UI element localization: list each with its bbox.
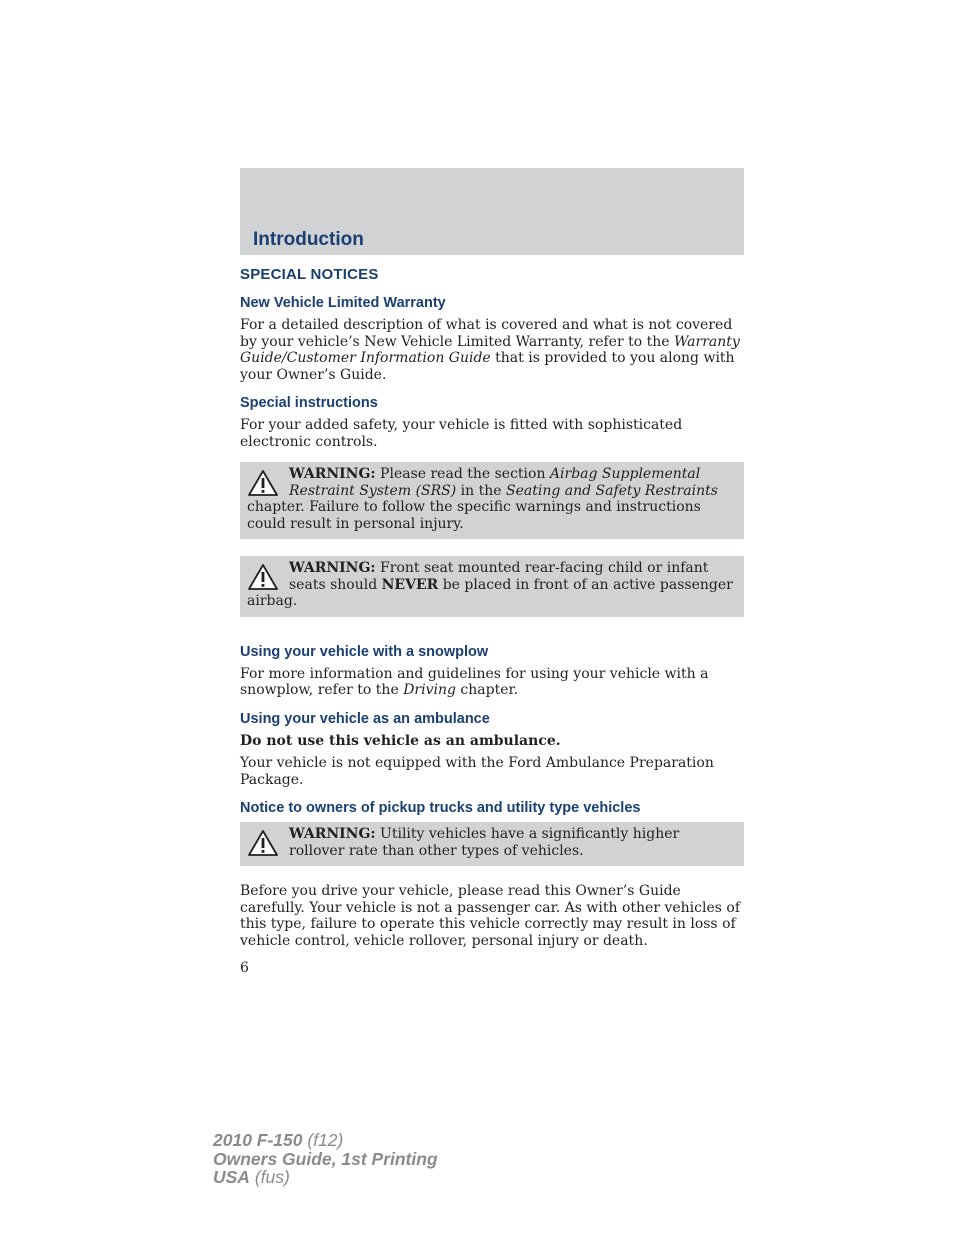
footer-print-info: [213, 1131, 438, 1187]
ambulance-heading: Using your vehicle as an ambulance: [240, 710, 490, 727]
warning-triangle-icon: [247, 563, 279, 591]
pickup-heading: Notice to owners of pickup trucks and utility type vehicles: [240, 800, 641, 816]
closing-paragraph: Before you drive your vehicle, please read this Owner’s Guide carefully. Your vehicle is not a passenger car. As with other vehicles of this type, failure to operate this vehicle correctly may result in loss of vehicle control, vehicle rollover, personal injury or death.: [240, 883, 741, 949]
special-instructions-heading: Special instructions: [240, 395, 378, 411]
page-number: 6: [240, 960, 249, 976]
page-content: [240, 266, 744, 961]
warning-triangle-icon: [247, 469, 279, 497]
footer-guide-line: Owners Guide, 1st Printing: [213, 1148, 438, 1169]
warning-box-airbag: [240, 462, 744, 539]
warning-text: WARNING: Front seat mounted rear-facing child or infant seats should NEVER be placed in front of an active passenger airbag.: [247, 560, 733, 609]
main-heading: SPECIAL NOTICES: [240, 266, 379, 283]
snowplow-heading: Using your vehicle with a snowplow: [240, 643, 489, 660]
warning-text: WARNING: Please read the section Airbag Supplemental Restraint System (SRS) in the Seating and Safety Restraints chapter. Failure to follow the specific warnings and instructions could result in personal injury.: [247, 466, 718, 532]
section-title: Introduction: [253, 229, 364, 250]
ambulance-bold-notice: Do not use this vehicle as an ambulance.: [240, 732, 561, 749]
special-instructions-paragraph: For your added safety, your vehicle is fitted with sophisticated electronic controls.: [240, 417, 683, 450]
warranty-paragraph: For a detailed description of what is covered and what is not covered by your vehicle’s New Vehicle Limited Warranty, refer to the Warranty Guide/Customer Information Guide that is provided to you along with your Owner’s Guide.: [240, 317, 740, 383]
ambulance-paragraph: Your vehicle is not equipped with the Ford Ambulance Preparation Package.: [240, 755, 714, 788]
warning-triangle-icon: [247, 829, 279, 857]
snowplow-paragraph: For more information and guidelines for using your vehicle with a snowplow, refer to the Driving chapter.: [240, 665, 709, 698]
footer-market-line: USA (fus): [213, 1167, 290, 1187]
warning-box-child-seat: [240, 556, 744, 617]
warning-text: WARNING: Utility vehicles have a significantly higher rollover rate than other types of vehicles.: [289, 826, 680, 859]
footer-model-line: 2010 F-150 (f12): [213, 1130, 344, 1150]
warning-box-rollover: [240, 822, 744, 866]
warranty-heading: New Vehicle Limited Warranty: [240, 295, 446, 311]
